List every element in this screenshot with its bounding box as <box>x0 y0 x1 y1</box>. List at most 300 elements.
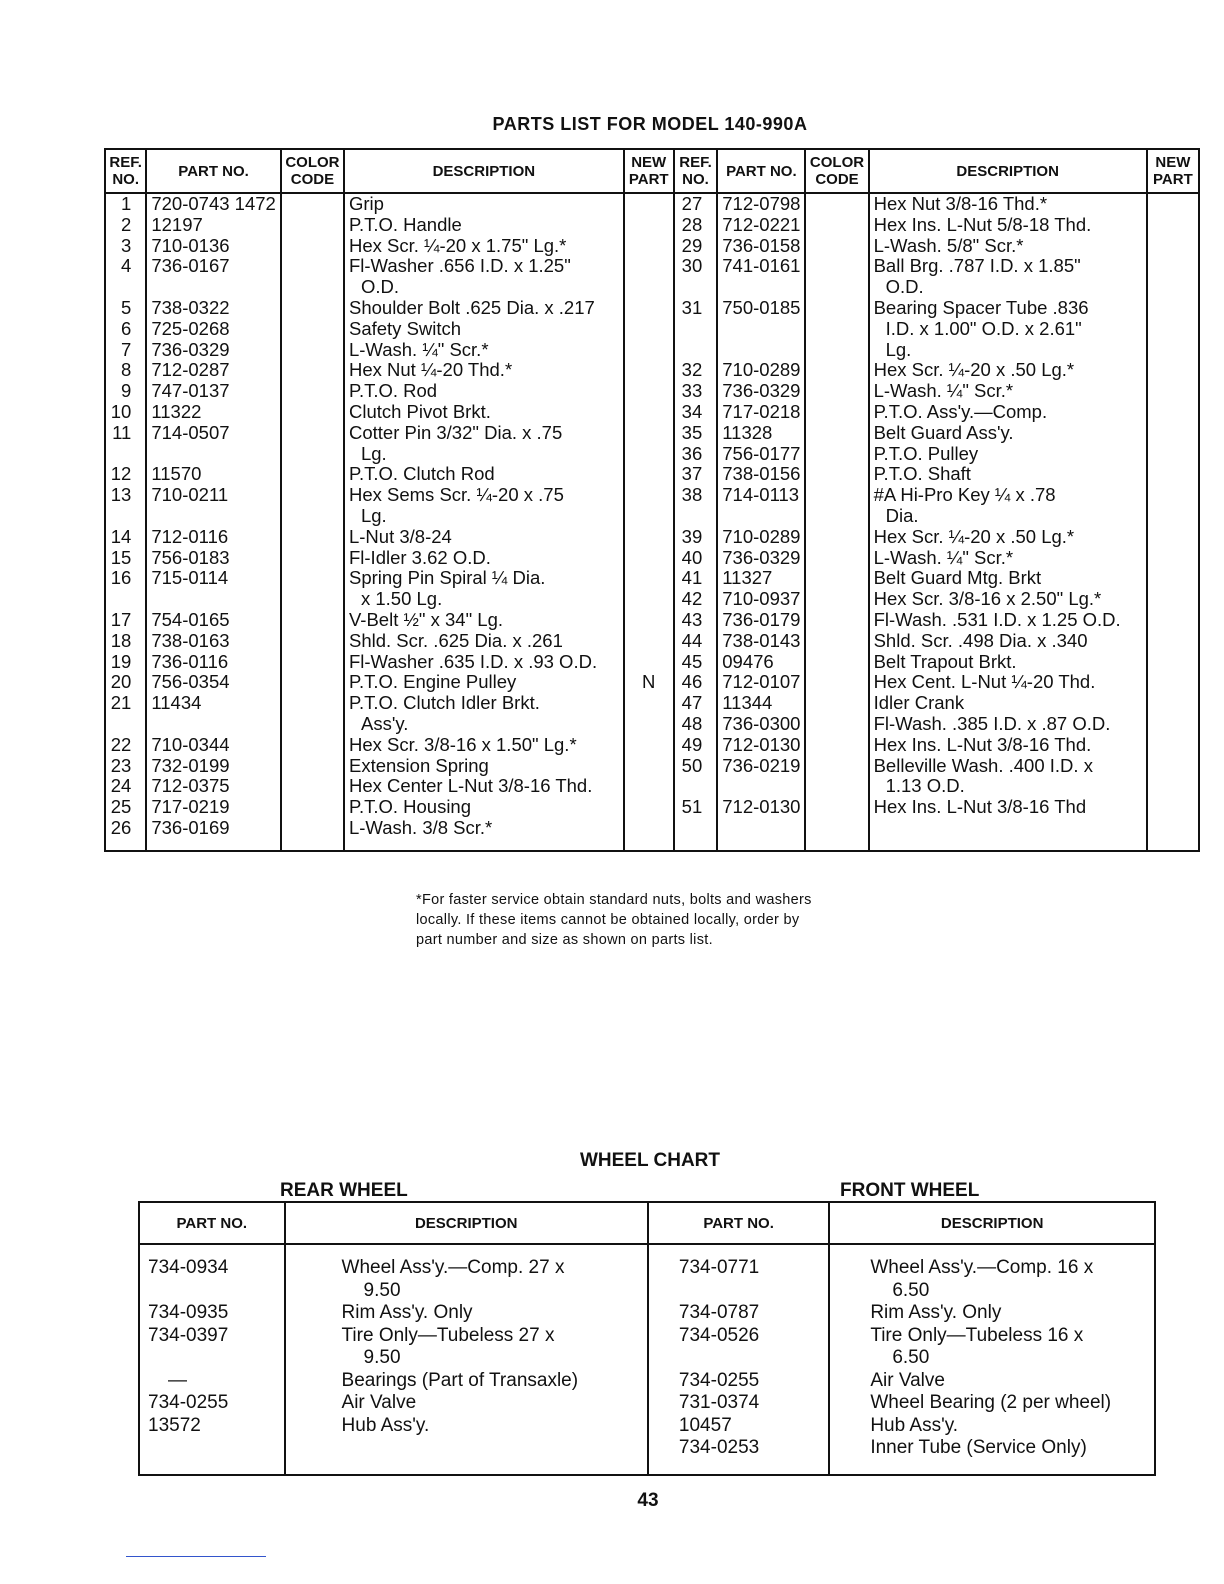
cell-text: Rim Ass'y. Only <box>341 1302 473 1323</box>
part-no-cell: 736-0300 <box>717 714 805 735</box>
color-code-cell <box>281 381 344 402</box>
table-row <box>105 485 1199 506</box>
part-no-cell: 717-0218 <box>717 402 805 423</box>
ref-no-cell: 36 <box>674 444 718 465</box>
color-code-cell <box>281 548 344 569</box>
part-no-cell: 736-0116 <box>146 652 280 673</box>
color-code-cell <box>281 610 344 631</box>
ref-no-cell: 25 <box>105 797 146 818</box>
new-part-cell <box>624 319 674 340</box>
ref-no-cell: 50 <box>674 756 718 777</box>
new-part-cell <box>1147 631 1199 652</box>
new-part-cell <box>1147 423 1199 444</box>
ref-no-cell: 29 <box>674 236 718 257</box>
cell-text: Air Valve <box>870 1369 945 1391</box>
cell-text: 13572 <box>148 1414 201 1436</box>
ref-no-cell: 20 <box>105 672 146 693</box>
color-code-cell <box>805 444 868 465</box>
table-row <box>105 652 1199 673</box>
part-no-cell <box>146 714 280 735</box>
rear-description-cell <box>285 1437 648 1475</box>
new-part-cell <box>624 610 674 631</box>
color-code-cell <box>805 381 868 402</box>
new-part-cell <box>624 381 674 402</box>
part-no-cell: 11570 <box>146 464 280 485</box>
color-code-cell <box>281 277 344 298</box>
ref-no-cell: 44 <box>674 631 718 652</box>
rear-description-cell <box>285 1302 648 1325</box>
new-part-cell <box>624 402 674 423</box>
part-no-cell: 714-0113 <box>717 485 805 506</box>
part-no-cell: 738-0322 <box>146 298 280 319</box>
new-part-cell <box>1147 735 1199 756</box>
new-part-cell <box>1147 193 1199 215</box>
front-part-no-cell <box>648 1392 829 1415</box>
description-cell: Hex Scr. 3/8-16 x 1.50" Lg.* <box>344 735 624 756</box>
page-number: 43 <box>637 1490 659 1511</box>
header-description: DESCRIPTION <box>344 149 624 193</box>
ref-no-cell: 35 <box>674 423 718 444</box>
new-part-cell <box>1147 444 1199 465</box>
header-ref-no: REF. NO. <box>105 149 146 193</box>
header-ref-no: REF. NO. <box>674 149 718 193</box>
color-code-cell <box>805 714 868 735</box>
color-code-cell <box>281 485 344 506</box>
new-part-cell <box>624 423 674 444</box>
part-no-cell: 736-0329 <box>717 381 805 402</box>
description-cell: Cotter Pin 3/32" Dia. x .75 <box>344 423 624 444</box>
new-part-cell <box>1147 589 1199 610</box>
part-no-cell: 710-0344 <box>146 735 280 756</box>
new-part-cell <box>1147 610 1199 631</box>
ref-no-cell <box>105 714 146 735</box>
table-row <box>105 527 1199 548</box>
ref-no-cell: 18 <box>105 631 146 652</box>
description-cell: Fl-Wash. .531 I.D. x 1.25 O.D. <box>869 610 1147 631</box>
ref-no-cell: 17 <box>105 610 146 631</box>
front-description-cell <box>829 1280 1155 1303</box>
new-part-cell <box>1147 215 1199 236</box>
front-part-no-cell <box>648 1437 829 1475</box>
part-no-cell: 712-0375 <box>146 776 280 797</box>
color-code-cell <box>281 444 344 465</box>
color-code-cell <box>805 652 868 673</box>
part-no-cell: 754-0165 <box>146 610 280 631</box>
description-cell: Shld. Scr. .625 Dia. x .261 <box>344 631 624 652</box>
cell-text: 9.50 <box>363 1347 401 1368</box>
header-description: DESCRIPTION <box>285 1202 648 1244</box>
description-cell: Hex Cent. L-Nut ¼-20 Thd. <box>869 672 1147 693</box>
part-no-cell: 741-0161 <box>717 256 805 277</box>
ref-no-cell: 39 <box>674 527 718 548</box>
part-no-cell: 715-0114 <box>146 568 280 589</box>
ref-no-cell: 3 <box>105 236 146 257</box>
ref-no-cell: 42 <box>674 589 718 610</box>
ref-no-cell: 1 <box>105 193 146 215</box>
new-part-cell: N <box>624 672 674 693</box>
description-cell: Hex Scr. 3/8-16 x 2.50" Lg.* <box>869 589 1147 610</box>
footnote-line: locally. If these items cannot be obtained locally, order by <box>416 912 800 928</box>
ref-no-cell: 26 <box>105 818 146 851</box>
table-row <box>105 193 1199 215</box>
table-row <box>105 319 1199 340</box>
color-code-cell <box>805 548 868 569</box>
part-no-cell: 747-0137 <box>146 381 280 402</box>
footnote-line: part number and size as shown on parts list. <box>416 932 713 948</box>
description-cell: Fl-Idler 3.62 O.D. <box>344 548 624 569</box>
cell-text: Hub Ass'y. <box>870 1414 959 1436</box>
description-cell: Ass'y. <box>344 714 624 735</box>
table-row <box>105 568 1199 589</box>
rear-part-no-cell <box>139 1415 285 1438</box>
color-code-cell <box>281 215 344 236</box>
table-row <box>105 444 1199 465</box>
new-part-cell <box>1147 776 1199 797</box>
wheel-chart-table <box>138 1201 1156 1476</box>
cell-text: 734-0787 <box>678 1302 760 1323</box>
rear-part-no-cell <box>139 1347 285 1370</box>
color-code-cell <box>281 652 344 673</box>
cell-text: Inner Tube (Service Only) <box>870 1437 1087 1458</box>
header-color-code: COLOR CODE <box>281 149 344 193</box>
part-no-cell: 712-0116 <box>146 527 280 548</box>
part-no-cell: 710-0937 <box>717 589 805 610</box>
description-cell: L-Wash. ¼" Scr.* <box>869 381 1147 402</box>
color-code-cell <box>805 693 868 714</box>
ref-no-cell: 41 <box>674 568 718 589</box>
description-cell: Lg. <box>344 506 624 527</box>
header-part-no: PART NO. <box>146 149 280 193</box>
color-code-cell <box>281 193 344 215</box>
table-row <box>105 215 1199 236</box>
color-code-cell <box>805 589 868 610</box>
description-cell: Hex Ins. L-Nut 3/8-16 Thd <box>869 797 1147 818</box>
color-code-cell <box>805 340 868 361</box>
new-part-cell <box>1147 256 1199 277</box>
part-no-cell <box>717 506 805 527</box>
part-no-cell: 720-0743 1472 <box>146 193 280 215</box>
ref-no-cell: 45 <box>674 652 718 673</box>
rear-description-cell <box>285 1280 648 1303</box>
description-cell: Lg. <box>869 340 1147 361</box>
table-row <box>105 381 1199 402</box>
ref-no-cell <box>674 340 718 361</box>
ref-no-cell: 13 <box>105 485 146 506</box>
new-part-cell <box>1147 506 1199 527</box>
part-no-cell: 712-0107 <box>717 672 805 693</box>
rear-wheel-label: REAR WHEEL <box>280 1180 408 1201</box>
new-part-cell <box>624 652 674 673</box>
header-new-part: NEW PART <box>1147 149 1199 193</box>
table-row <box>139 1325 1155 1348</box>
table-row <box>105 818 1199 851</box>
ref-no-cell: 11 <box>105 423 146 444</box>
new-part-cell <box>1147 693 1199 714</box>
color-code-cell <box>281 464 344 485</box>
description-cell: P.T.O. Shaft <box>869 464 1147 485</box>
part-no-cell: 714-0507 <box>146 423 280 444</box>
description-cell: Hex Scr. ¼-20 x 1.75" Lg.* <box>344 236 624 257</box>
footnote-line: *For faster service obtain standard nuts, bolts and washers <box>416 892 812 908</box>
color-code-cell <box>805 610 868 631</box>
color-code-cell <box>281 236 344 257</box>
part-no-cell: 12197 <box>146 215 280 236</box>
header-color-code: COLOR CODE <box>805 149 868 193</box>
new-part-cell <box>624 360 674 381</box>
new-part-cell <box>624 444 674 465</box>
color-code-cell <box>805 631 868 652</box>
color-code-cell <box>805 256 868 277</box>
new-part-cell <box>624 277 674 298</box>
color-code-cell <box>805 464 868 485</box>
table-row <box>105 277 1199 298</box>
part-no-cell: 725-0268 <box>146 319 280 340</box>
cell-text: Bearings (Part of Transaxle) <box>341 1369 579 1391</box>
part-no-cell: 736-0179 <box>717 610 805 631</box>
table-row <box>139 1370 1155 1393</box>
table-row <box>105 236 1199 257</box>
ref-no-cell: 15 <box>105 548 146 569</box>
color-code-cell <box>281 506 344 527</box>
front-description-cell <box>829 1325 1155 1348</box>
color-code-cell <box>805 527 868 548</box>
header-description: DESCRIPTION <box>829 1202 1155 1244</box>
ref-no-cell: 12 <box>105 464 146 485</box>
front-description-cell <box>829 1370 1155 1393</box>
description-cell: Hex Scr. ¼-20 x .50 Lg.* <box>869 360 1147 381</box>
table-row <box>105 340 1199 361</box>
new-part-cell <box>624 589 674 610</box>
header-new-part: NEW PART <box>624 149 674 193</box>
table-row <box>105 672 1199 693</box>
color-code-cell <box>281 527 344 548</box>
rear-description-cell <box>285 1392 648 1415</box>
cell-text: 734-0526 <box>678 1324 760 1346</box>
front-description-cell <box>829 1244 1155 1280</box>
ref-no-cell: 7 <box>105 340 146 361</box>
description-cell: Fl-Wash. .385 I.D. x .87 O.D. <box>869 714 1147 735</box>
new-part-cell <box>624 340 674 361</box>
ref-no-cell: 40 <box>674 548 718 569</box>
description-cell: Ball Brg. .787 I.D. x 1.85" <box>869 256 1147 277</box>
part-no-cell: 736-0158 <box>717 236 805 257</box>
description-cell: L-Wash. 3/8 Scr.* <box>344 818 624 851</box>
color-code-cell <box>805 277 868 298</box>
rear-description-cell <box>285 1325 648 1348</box>
new-part-cell <box>1147 360 1199 381</box>
color-code-cell <box>281 631 344 652</box>
table-row <box>105 589 1199 610</box>
description-cell: O.D. <box>869 277 1147 298</box>
part-no-cell <box>717 319 805 340</box>
description-cell: P.T.O. Handle <box>344 215 624 236</box>
ref-no-cell: 10 <box>105 402 146 423</box>
cell-text: Wheel Ass'y.—Comp. 16 x <box>870 1257 1094 1278</box>
color-code-cell <box>281 672 344 693</box>
color-code-cell <box>281 340 344 361</box>
cell-text: 734-0934 <box>148 1257 229 1278</box>
rear-part-no-cell <box>139 1392 285 1415</box>
ref-no-cell: 19 <box>105 652 146 673</box>
cell-text: 734-0255 <box>678 1369 760 1391</box>
table-row <box>105 548 1199 569</box>
description-cell: P.T.O. Housing <box>344 797 624 818</box>
description-cell: Belt Guard Ass'y. <box>869 423 1147 444</box>
cell-text: 731-0374 <box>678 1392 760 1413</box>
rear-part-no-cell <box>139 1302 285 1325</box>
new-part-cell <box>624 714 674 735</box>
table-row <box>105 735 1199 756</box>
cell-text: Wheel Bearing (2 per wheel) <box>870 1392 1112 1413</box>
description-cell: Safety Switch <box>344 319 624 340</box>
color-code-cell <box>281 797 344 818</box>
header-part-no: PART NO. <box>717 149 805 193</box>
parts-header-row <box>105 149 1199 193</box>
color-code-cell <box>805 756 868 777</box>
new-part-cell <box>624 298 674 319</box>
color-code-cell <box>805 236 868 257</box>
table-row <box>105 714 1199 735</box>
new-part-cell <box>1147 236 1199 257</box>
ref-no-cell: 32 <box>674 360 718 381</box>
description-cell: Extension Spring <box>344 756 624 777</box>
description-cell: Clutch Pivot Brkt. <box>344 402 624 423</box>
parts-table <box>104 148 1200 852</box>
color-code-cell <box>281 319 344 340</box>
part-no-cell: 736-0219 <box>717 756 805 777</box>
ref-no-cell: 49 <box>674 735 718 756</box>
new-part-cell <box>624 568 674 589</box>
rear-description-cell <box>285 1415 648 1438</box>
color-code-cell <box>281 714 344 735</box>
ref-no-cell: 27 <box>674 193 718 215</box>
description-cell: Hex Ins. L-Nut 3/8-16 Thd. <box>869 735 1147 756</box>
description-cell: Shoulder Bolt .625 Dia. x .217 <box>344 298 624 319</box>
color-code-cell <box>805 298 868 319</box>
table-row <box>105 797 1199 818</box>
rear-part-no-cell <box>139 1437 285 1475</box>
table-row <box>139 1437 1155 1475</box>
part-no-cell: 712-0221 <box>717 215 805 236</box>
new-part-cell <box>1147 277 1199 298</box>
ref-no-cell: 5 <box>105 298 146 319</box>
description-cell: Hex Sems Scr. ¼-20 x .75 <box>344 485 624 506</box>
description-cell: O.D. <box>344 277 624 298</box>
part-no-cell: 712-0798 <box>717 193 805 215</box>
color-code-cell <box>805 568 868 589</box>
cell-text: Hub Ass'y. <box>341 1414 430 1436</box>
part-no-cell: 710-0289 <box>717 527 805 548</box>
table-row <box>105 423 1199 444</box>
cell-text: 6.50 <box>892 1347 930 1368</box>
part-no-cell: 738-0163 <box>146 631 280 652</box>
color-code-cell <box>805 319 868 340</box>
table-row <box>139 1415 1155 1438</box>
new-part-cell <box>624 631 674 652</box>
cell-text: Tire Only—Tubeless 16 x <box>870 1324 1084 1346</box>
description-cell: P.T.O. Clutch Idler Brkt. <box>344 693 624 714</box>
color-code-cell <box>281 256 344 277</box>
color-code-cell <box>281 298 344 319</box>
description-cell: x 1.50 Lg. <box>344 589 624 610</box>
new-part-cell <box>624 193 674 215</box>
new-part-cell <box>624 735 674 756</box>
part-no-cell <box>717 776 805 797</box>
new-part-cell <box>1147 548 1199 569</box>
front-description-cell <box>829 1437 1155 1475</box>
new-part-cell <box>1147 797 1199 818</box>
color-code-cell <box>805 402 868 423</box>
ref-no-cell: 4 <box>105 256 146 277</box>
part-no-cell: 736-0329 <box>146 340 280 361</box>
new-part-cell <box>624 236 674 257</box>
color-code-cell <box>805 360 868 381</box>
new-part-cell <box>624 464 674 485</box>
description-cell: Shld. Scr. .498 Dia. x .340 <box>869 631 1147 652</box>
new-part-cell <box>624 818 674 851</box>
new-part-cell <box>1147 756 1199 777</box>
description-cell: Dia. <box>869 506 1147 527</box>
color-code-cell <box>281 423 344 444</box>
part-no-cell: 756-0183 <box>146 548 280 569</box>
new-part-cell <box>624 756 674 777</box>
new-part-cell <box>624 693 674 714</box>
front-part-no-cell <box>648 1325 829 1348</box>
new-part-cell <box>624 256 674 277</box>
description-cell: P.T.O. Pulley <box>869 444 1147 465</box>
color-code-cell <box>805 672 868 693</box>
table-row <box>105 631 1199 652</box>
description-cell: L-Wash. 5/8" Scr.* <box>869 236 1147 257</box>
ref-no-cell: 33 <box>674 381 718 402</box>
table-row <box>139 1392 1155 1415</box>
new-part-cell <box>624 506 674 527</box>
rear-description-cell <box>285 1244 648 1280</box>
part-no-cell <box>717 277 805 298</box>
ref-no-cell: 14 <box>105 527 146 548</box>
description-cell: Fl-Washer .656 I.D. x 1.25" <box>344 256 624 277</box>
ref-no-cell <box>674 319 718 340</box>
ref-no-cell: 28 <box>674 215 718 236</box>
description-cell: Grip <box>344 193 624 215</box>
table-row <box>105 693 1199 714</box>
color-code-cell <box>281 693 344 714</box>
color-code-cell <box>805 506 868 527</box>
ref-no-cell: 37 <box>674 464 718 485</box>
part-no-cell: 11434 <box>146 693 280 714</box>
wheel-header-row <box>139 1202 1155 1244</box>
color-code-cell <box>805 423 868 444</box>
new-part-cell <box>1147 464 1199 485</box>
color-code-cell <box>281 776 344 797</box>
description-cell: L-Wash. ¼" Scr.* <box>869 548 1147 569</box>
part-no-cell: 736-0167 <box>146 256 280 277</box>
new-part-cell <box>1147 402 1199 423</box>
ref-no-cell: 31 <box>674 298 718 319</box>
ref-no-cell: 22 <box>105 735 146 756</box>
description-cell: V-Belt ½" x 34" Lg. <box>344 610 624 631</box>
new-part-cell <box>1147 818 1199 851</box>
table-row <box>105 402 1199 423</box>
description-cell: L-Wash. ¼" Scr.* <box>344 340 624 361</box>
ref-no-cell <box>105 589 146 610</box>
new-part-cell <box>1147 298 1199 319</box>
ref-no-cell: 47 <box>674 693 718 714</box>
ref-no-cell <box>674 818 718 851</box>
part-no-cell: 732-0199 <box>146 756 280 777</box>
part-no-cell: 750-0185 <box>717 298 805 319</box>
ref-no-cell: 16 <box>105 568 146 589</box>
